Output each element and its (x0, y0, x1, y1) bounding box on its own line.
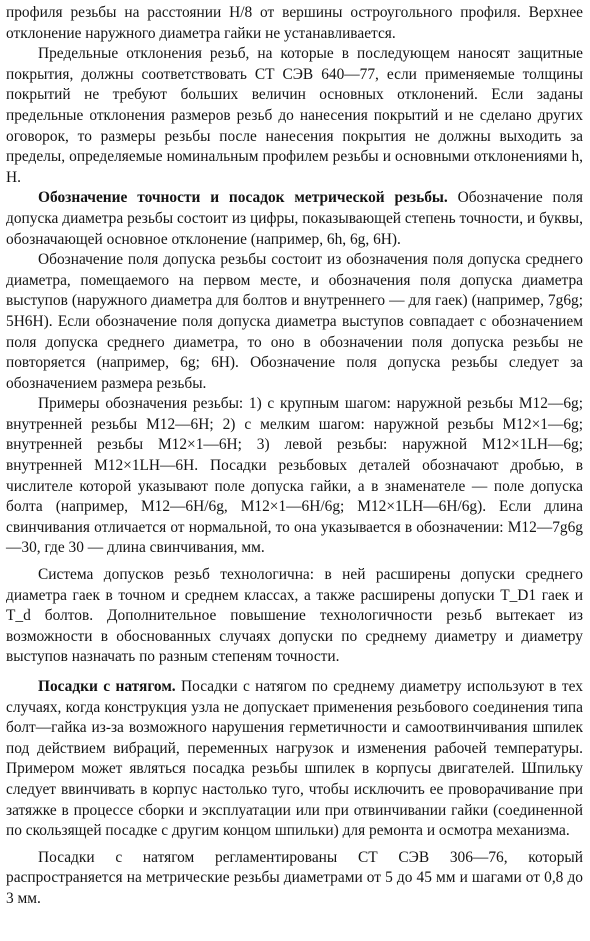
paragraph-8: Посадки с натягом регламентированы СТ СЭВ 306—76, который распространяется на метрические резьбы диаметрами от 5 до 45 мм и шагами от 0,8 до 3 мм. (6, 848, 583, 907)
section-heading-precision: Обозначение точности и посадок метрической резьбы. (38, 189, 448, 207)
paragraph-5: Примеры обозначения резьбы: 1) с крупным шагом: наружной резьбы М12—6g; внутренней резьбы М12—6H; 2) с мелким шагом: наружной резьбы М12×1—6g; внутренней резьбы М12×1—6H; 3) левой резьбы: наружной М12×1LH—6g; внутренней М12×1LH—6H. Посадки резьбовых деталей обозначают дробью, в числителе которой указывают поле допуска гайки, а в знаменателе — поле допуска болта (например, М12—6H/6g, М12×1—6H/6g; М12×1LH—6H/6g). Если длина свинчивания отличается от нормальной, то она указывается в обозначении: М12—7g6g—30, где 30 — длина свинчивания, мм. (6, 395, 583, 557)
paragraph-7 (6, 677, 583, 842)
paragraph-2: Предельные отклонения резьб, на которые в последующем наносят защитные покрытия, должны соответствовать СТ СЭВ 640—77, если применяемые толщины покрытий не требуют больших величин основных отклонений. Если заданы предельные отклонения размеров резьб до нанесения покрытий и не сделано других оговорок, то размеры резьбы после нанесения покрытия не должны выходить за пределы, определяемые номинальным профилем резьбы и основными отклонениями h, H. (6, 45, 583, 186)
section-heading-interference-fits: Посадки с натягом. (38, 678, 176, 695)
paragraph-4: Обозначение поля допуска резьбы состоит из обозначения поля допуска среднего диаметра, помещаемого на первом месте, и обозначения поля допуска диаметра выступов (наружного диаметра для болтов и внутреннего — для гаек) (например, 7g6g; 5H6H). Если обозначение поля допуска диаметра выступов совпадает с обозначением поля допуска среднего диаметра, то оно в обозначении поля допуска резьбы не повторяется (например, 6g; 6H). Обозначение поля допуска резьбы следует за обозначением размера резьбы. (6, 251, 583, 392)
paragraph-1: профиля резьбы на расстоянии H/8 от вершины остроугольного профиля. Верхнее отклонение наружного диаметра гайки не устанавливается. (6, 4, 583, 42)
paragraph-6: Система допусков резьб технологична: в ней расширены допуски среднего диаметра гаек в точном и среднем классах, а также расширены допуски T_D1 гаек и T_d болтов. Дополнительное повышение технологичности резьб вытекает из возможности в обоснованных случаях допуски по среднему диаметру и диаметру выступов назначать по разным степеням точности. (6, 566, 583, 666)
paragraph-7-body: Посадки с натягом по среднему диаметру используют в тех случаях, когда конструкция узла не допускает применения резьбового соединения типа болт—гайка из-за возможного нарушения герметичности и самоотвинчивания шпилек под действием вибраций, переменных нагрузок и изменения рабочей температуры. Примером может являться посадка резьбы шпилек в корпусы двигателей. Шпильку следует ввинчивать в корпус настолько туго, чтобы исключить ее проворачивание при затяжке в процессе сборки и эксплуатации или при отвинчивании гайки (соединенной по скользящей посадке с другим концом шпильки) для ремонта и осмотра механизма. (6, 678, 583, 840)
paragraph-3-body: Обозначение поля допуска диаметра резьбы состоит из цифры, показывающей степень точности, и буквы, обозначающей основное отклонение (например, 6h, 6g, 6H). (6, 189, 583, 248)
paragraph-3 (6, 188, 583, 250)
